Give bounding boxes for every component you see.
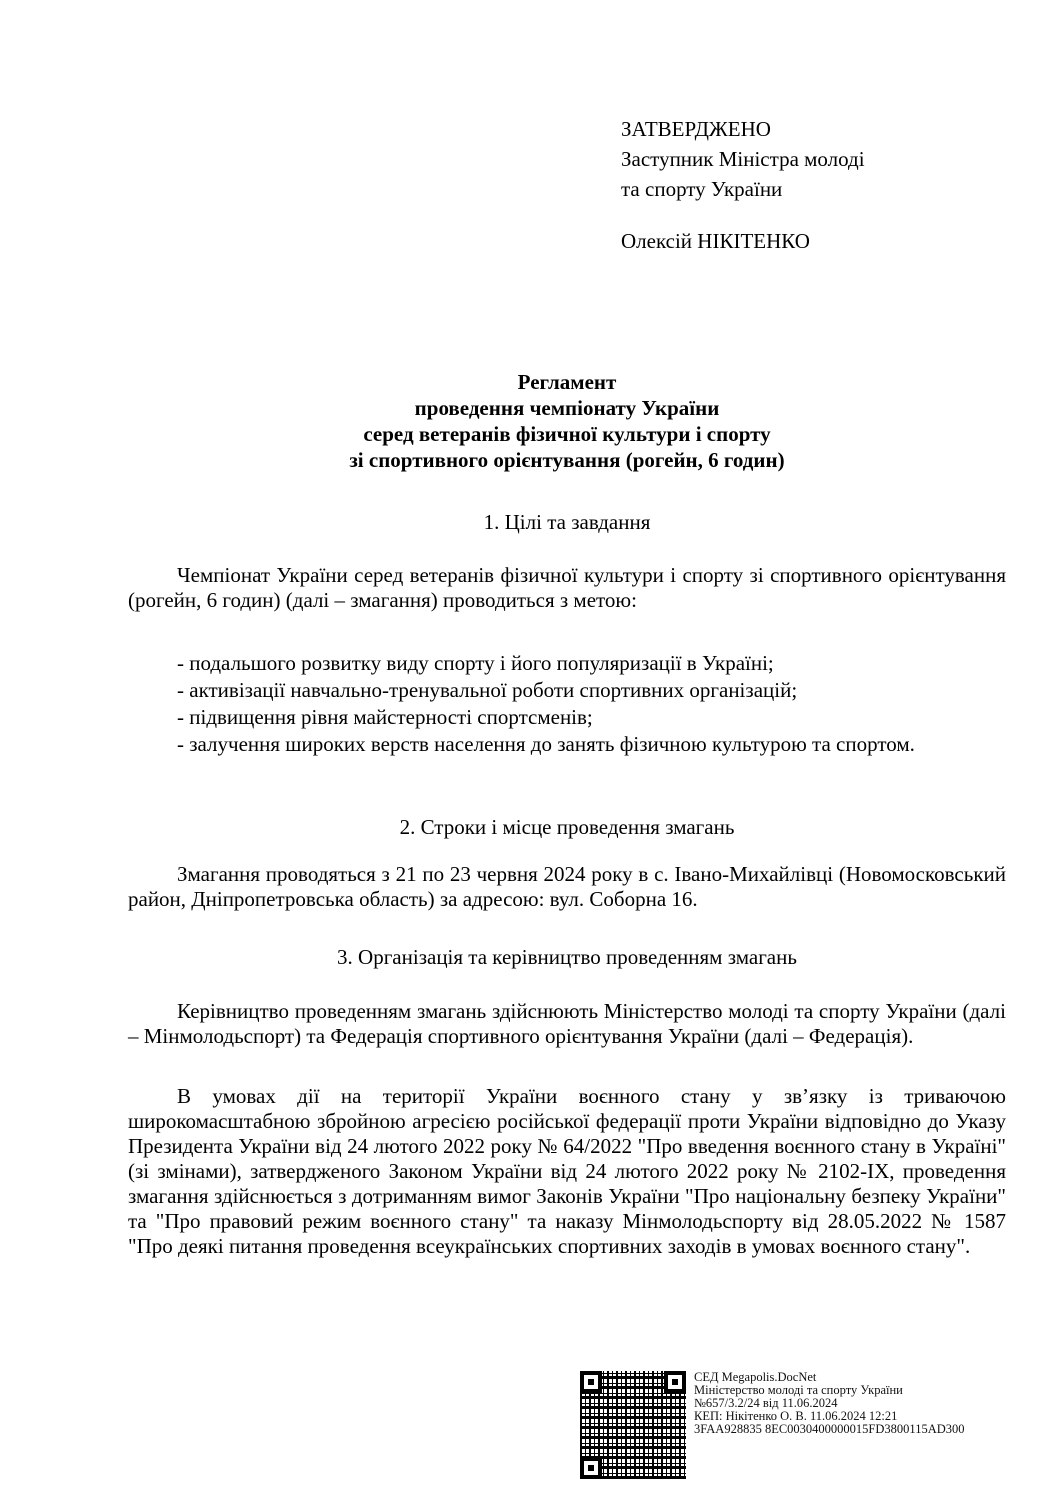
section1-intro: Чемпіонат України серед ветеранів фізичної культури і спорту зі спортивного орієнтування (рогейн, 6 годин) (далі – змагання) проводиться з метою: <box>128 563 1006 612</box>
section2-heading: 2. Строки і місце проведення змагань <box>399 815 735 839</box>
section3-para2: В умовах дії на території України воєнного стану у зв’язку із триваючою широкомасштабною збройною агресією російської федерації проти України відповідно до Указу Президента України від 24 лютого 2022 року № 64/2022 "Про введення воєнного стану в Україні" (зі змінами), затвердженого Законом України від 24 лютого 2022 року № 2102-IX, проведення змагання здійснюється з дотриманням вимог Законів України "Про національну безпеку України" та "Про правовий режим воєнного стану" та наказу Мінмолодьспорту від 28.05.2022 № 1587 "Про деякі питання проведення всеукраїнських спортивних заходів в умовах воєнного стану". <box>128 1084 1006 1258</box>
section1-goals-list <box>177 651 997 759</box>
list-item: - залучення широких верств населення до занять фізичною культурою та спортом. <box>177 732 915 756</box>
approval-block <box>621 114 865 256</box>
approval-position-line2: та спорту України <box>621 177 783 201</box>
section3-heading: 3. Організація та керівництво проведенням змагань <box>337 945 797 969</box>
title-line1: Регламент <box>517 370 617 394</box>
list-item: - підвищення рівня майстерності спортсменів; <box>177 705 593 729</box>
stamp-text <box>694 1371 965 1436</box>
approval-signer: Олексій НІКІТЕНКО <box>621 229 810 253</box>
approval-status: ЗАТВЕРДЖЕНО <box>621 117 771 141</box>
stamp-doc-number: №657/3.2/24 від 11.06.2024 <box>694 1396 838 1410</box>
title-line3: серед ветеранів фізичної культури і спорту <box>363 422 771 446</box>
qr-code-icon <box>580 1371 686 1479</box>
list-item: - активізації навчально-тренувальної роботи спортивних організацій; <box>177 678 798 702</box>
title-line2: проведення чемпіонату України <box>414 396 720 420</box>
document-title <box>128 369 1006 473</box>
list-item: - подальшого розвитку виду спорту і його популяризації в Україні; <box>177 651 774 675</box>
stamp-certificate-id: 3FAA928835 8EC0030400000015FD3800115AD300 <box>694 1422 965 1436</box>
approval-position-line1: Заступник Міністра молоді <box>621 147 865 171</box>
stamp-organization: Міністерство молоді та спорту України <box>694 1383 903 1397</box>
section1-heading: 1. Цілі та завдання <box>483 510 651 534</box>
section3-para1: Керівництво проведенням змагань здійснюють Міністерство молоді та спорту України (далі – Мінмолодьспорт) та Федерація спортивного орієнтування України (далі – Федерація). <box>128 999 1006 1048</box>
stamp-system: СЕД Megapolis.DocNet <box>694 1370 817 1384</box>
stamp-signature: КЕП: Нікітенко О. В. 11.06.2024 12:21 <box>694 1409 898 1423</box>
section2-text: Змагання проводяться з 21 по 23 червня 2024 року в с. Івано-Михайлівці (Новомосковський район, Дніпропетровська область) за адресою: вул. Соборна 16. <box>128 862 1006 911</box>
electronic-signature-stamp <box>580 1371 1010 1481</box>
title-line4: зі спортивного орієнтування (рогейн, 6 годин) <box>349 448 785 472</box>
